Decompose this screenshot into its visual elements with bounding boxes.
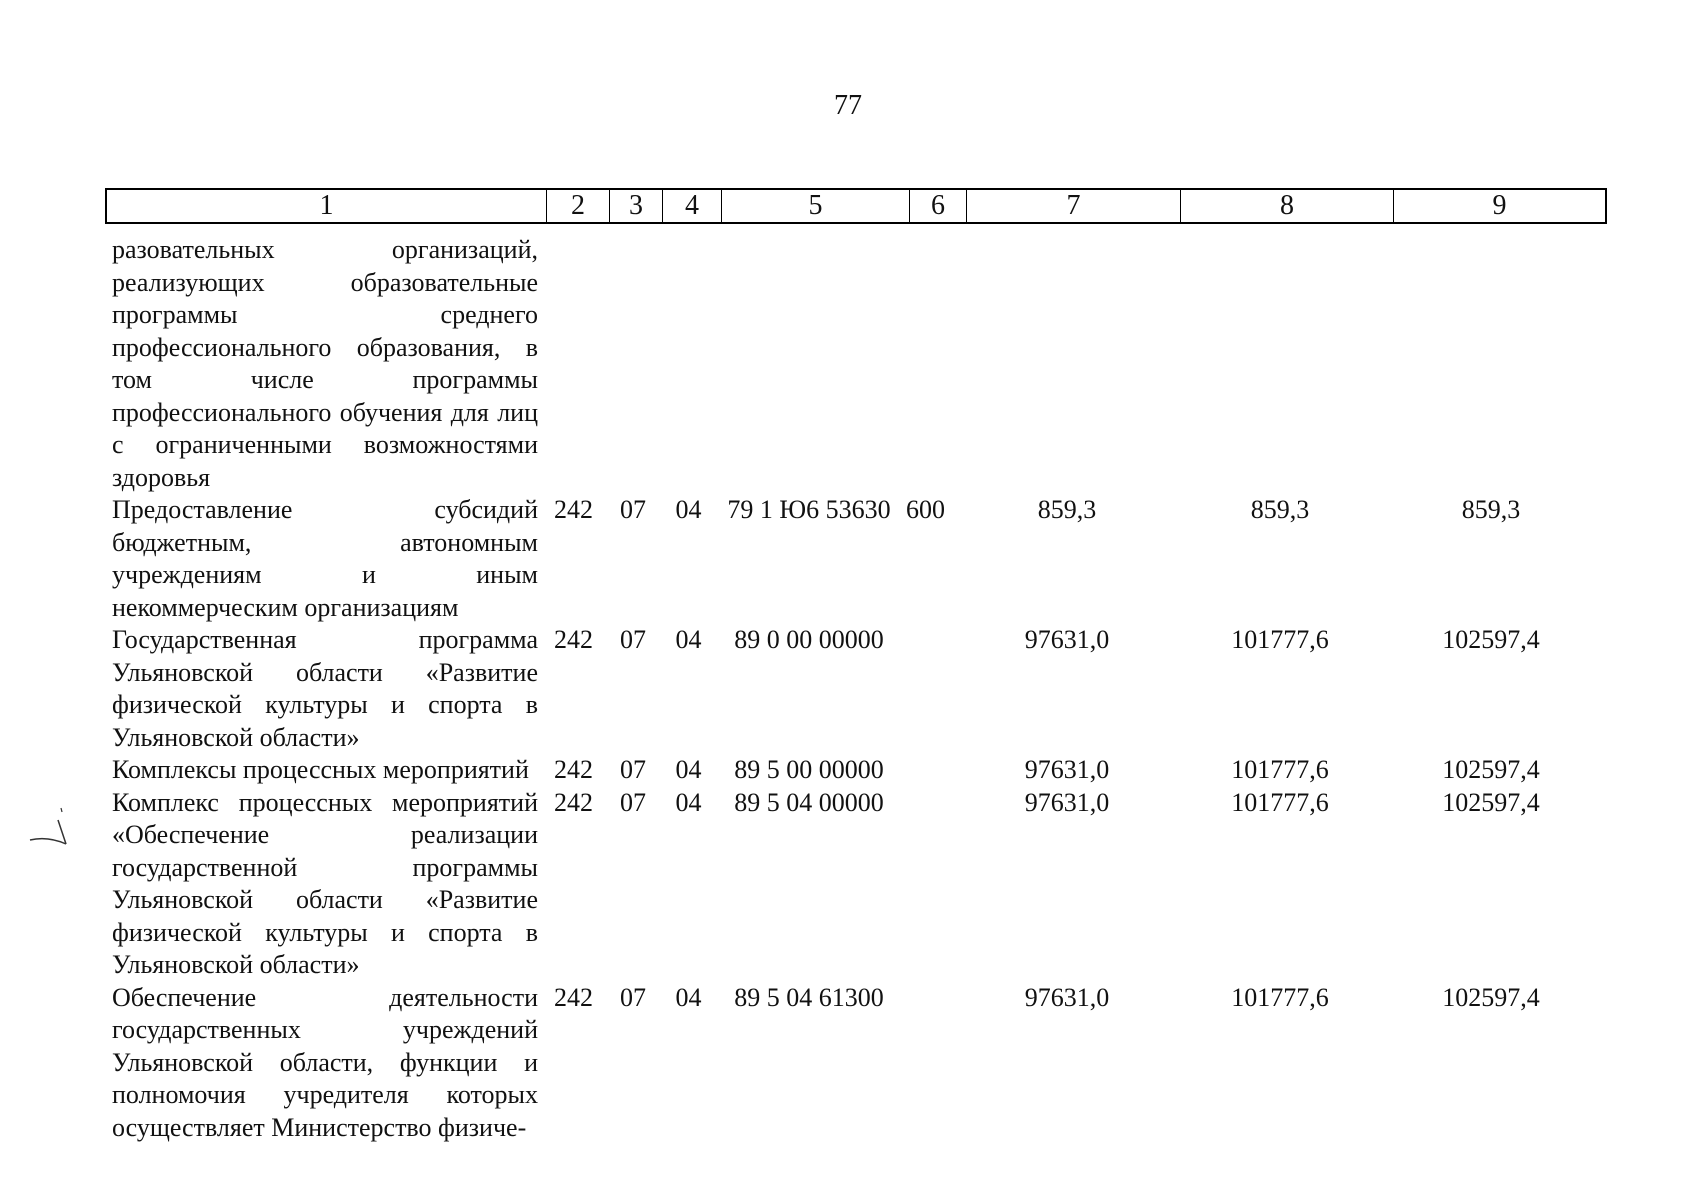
- cell-col-6: 600: [906, 495, 945, 524]
- header-col-8: 8: [1181, 190, 1394, 222]
- cell-col-9: [1386, 234, 1596, 494]
- cell-col-3: 07: [620, 755, 646, 784]
- cell-col-6: [902, 754, 960, 787]
- cell-col-2: 242: [554, 755, 593, 784]
- header-col-1: 1: [107, 190, 547, 222]
- header-col-5: 5: [722, 190, 910, 222]
- cell-col-7: 97631,0: [1024, 787, 1110, 817]
- cell-col-3: 07: [620, 625, 646, 654]
- cell-col-9: 859,3: [1461, 495, 1521, 524]
- cell-col-8: 101777,6: [1231, 755, 1329, 784]
- cell-col-3: 07: [620, 787, 646, 817]
- cell-col-9: 102597,4: [1442, 625, 1540, 654]
- cell-col-4: 04: [675, 755, 702, 784]
- cell-col-7: 859,3: [1037, 495, 1097, 524]
- table-row: [112, 982, 1602, 1145]
- table-header: [105, 188, 1607, 224]
- cell-col-6: [902, 624, 960, 754]
- cell-col-2: 242: [554, 495, 593, 524]
- cell-col-8: [1174, 234, 1386, 494]
- cell-col-5: 89 5 04 00000: [734, 787, 884, 817]
- table-row: [112, 494, 1602, 624]
- cell-col-2: 242: [554, 982, 593, 1012]
- header-col-9: 9: [1492, 190, 1507, 221]
- row-description: Обеспечение деятельности государственных учреждений Ульяновской области, функции и полномочия учредителя которых осуществляет Министерство физиче-: [112, 982, 538, 1142]
- header-col-3: 3: [610, 190, 663, 222]
- header-col-6: 6: [910, 190, 967, 222]
- cell-col-6: [902, 234, 960, 494]
- cell-col-8: 859,3: [1250, 495, 1310, 524]
- cell-col-7: 97631,0: [1024, 625, 1110, 654]
- row-description: Государственная программа Ульяновской области «Развитие физической культуры и спорта в Ульяновской области»: [112, 625, 538, 752]
- cell-col-9: 102597,4: [1442, 755, 1540, 784]
- page-number: 77: [834, 90, 862, 121]
- cell-col-5: 89 0 00 00000: [734, 625, 884, 654]
- table-body: [112, 234, 1602, 1144]
- row-description: разовательных организаций, реализующих образовательные программы среднего профессионального образования, в том числе программы профессионального обучения для лиц с ограниченными возможностями здоровья: [112, 235, 538, 492]
- cell-col-4: [661, 234, 716, 494]
- cell-col-4: 04: [675, 982, 702, 1012]
- cell-col-2: 242: [554, 625, 593, 654]
- cell-col-5: 89 5 00 00000: [734, 755, 884, 784]
- cell-col-8: 101777,6: [1231, 625, 1329, 654]
- cell-col-3: 07: [620, 982, 646, 1012]
- cell-col-9: 102597,4: [1442, 787, 1540, 817]
- cell-col-4: 04: [675, 787, 702, 817]
- cell-col-6: [902, 982, 960, 1145]
- cell-col-4: 04: [675, 495, 702, 524]
- cell-col-2: 242: [554, 787, 593, 817]
- row-description: Комплексы процессных мероприятий: [112, 755, 529, 784]
- cell-col-7: [960, 234, 1174, 494]
- margin-pencil-mark: [28, 800, 76, 850]
- header-col-2: 2: [547, 190, 610, 222]
- row-description: Предоставление субсидий бюджетным, автономным учреждениям и иным некоммерческим организациям: [112, 495, 538, 622]
- cell-col-3: 07: [620, 495, 646, 524]
- cell-col-3: [605, 234, 661, 494]
- cell-col-7: 97631,0: [1024, 755, 1110, 784]
- cell-col-8: 101777,6: [1231, 982, 1329, 1012]
- table-row: [112, 234, 1602, 494]
- cell-col-5: [716, 234, 902, 494]
- table-row: [112, 787, 1602, 982]
- cell-col-9: 102597,4: [1442, 982, 1540, 1012]
- cell-col-5: 89 5 04 61300: [734, 982, 884, 1012]
- cell-col-2: [542, 234, 605, 494]
- cell-col-7: 97631,0: [1024, 982, 1110, 1012]
- cell-col-5: 79 1 Ю6 53630: [727, 495, 891, 524]
- cell-col-4: 04: [675, 625, 702, 654]
- cell-col-8: 101777,6: [1231, 787, 1329, 817]
- header-col-4: 4: [663, 190, 722, 222]
- header-col-7: 7: [967, 190, 1181, 222]
- cell-col-6: [902, 787, 960, 982]
- table-row: [112, 754, 1602, 787]
- row-description: Комплекс процессных мероприятий «Обеспечение реализации государственной программы Ульяновской области «Развитие физической культуры и спорта в Ульяновской области»: [112, 787, 538, 979]
- table-row: [112, 624, 1602, 754]
